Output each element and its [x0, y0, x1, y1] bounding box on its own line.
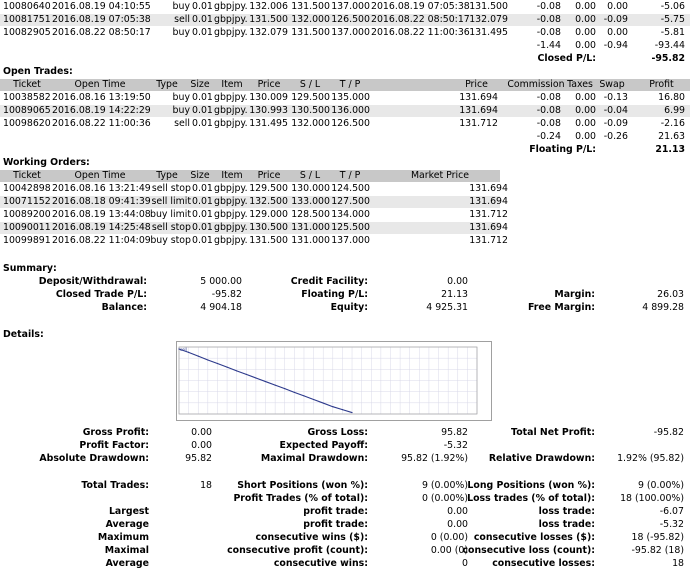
- chart-point: [351, 412, 352, 413]
- cell-pl-value: -95.82: [651, 53, 685, 64]
- max-cons-losses-label: consecutive losses ($):: [473, 532, 595, 543]
- cell-sl: 130.500: [291, 105, 330, 116]
- cell-ticket: 10038582: [3, 92, 51, 103]
- open-trades-title: Open Trades:: [3, 66, 73, 77]
- cell-open-time: 2016.08.19 14:25:48: [52, 222, 151, 233]
- cell-taxes: 0.00: [575, 14, 596, 25]
- cell-size: 0.01: [192, 27, 213, 38]
- cell-swap: -0.26: [603, 131, 628, 142]
- cell-ticket: 10042898: [3, 183, 51, 194]
- cell-commission: -1.44: [536, 40, 561, 51]
- cell-open-time: 2016.08.18 09:41:39: [52, 196, 151, 207]
- cell-sl: 131.500: [291, 27, 330, 38]
- open-pl-row: [0, 144, 690, 156]
- chart-point: [342, 409, 343, 410]
- profit-trades-label: Profit Trades (% of total):: [233, 493, 368, 504]
- cell-swap: 0.00: [607, 27, 628, 38]
- cell-commission: -0.08: [536, 105, 561, 116]
- balance-value: 4 904.18: [200, 302, 242, 313]
- cell-sl: 131.500: [291, 1, 330, 12]
- table-row: [0, 27, 690, 39]
- avg-cons-losses-value: 18: [672, 558, 684, 569]
- cell-open-time: 2016.08.19 04:10:55: [52, 1, 151, 12]
- maximal-cons-profit-value: 0.00 (0): [430, 545, 468, 556]
- max-drawdown-label: Maximal Drawdown:: [260, 453, 368, 464]
- cell-profit: -2.16: [660, 118, 685, 129]
- cell-commission: -0.08: [536, 14, 561, 25]
- details-row-7: [0, 519, 690, 531]
- cell-sl: 130.000: [291, 183, 330, 194]
- chart-point: [217, 363, 218, 364]
- cell-market-price: 131.712: [469, 235, 508, 246]
- cell-sl: 132.000: [291, 118, 330, 129]
- cell-tp: T / P: [339, 79, 361, 90]
- cell-profit: -5.75: [660, 14, 685, 25]
- cell-type: buy stop: [150, 235, 191, 246]
- cell-ticket: 10090011: [3, 222, 51, 233]
- balance-chart: [176, 341, 492, 421]
- maximal-cons-loss-value: -95.82 (18): [631, 545, 684, 556]
- cell-item: gbpjpy.: [214, 118, 248, 129]
- short-positions-value: 9 (0.00%): [421, 480, 468, 491]
- cell-cur-price: 131.694: [459, 92, 498, 103]
- summary-row-2: [0, 289, 690, 301]
- chart-point: [188, 352, 189, 353]
- cell-market-price: 131.694: [469, 183, 508, 194]
- average-profit-value: 0.00: [447, 519, 468, 530]
- working-orders-header-row: [0, 170, 500, 182]
- cell-tp: 125.500: [331, 222, 370, 233]
- cell-item: gbpjpy.: [214, 92, 248, 103]
- cell-sl: 133.000: [291, 196, 330, 207]
- cell-swap: -0.09: [603, 14, 628, 25]
- cell-item: gbpjpy.: [214, 196, 248, 207]
- closed-pl-label: Closed Trade P/L:: [55, 289, 147, 300]
- max-cons-wins-value: 0 (0.00): [430, 532, 468, 543]
- cell-pl-value: 21.13: [655, 144, 685, 155]
- cell-market-price: 131.694: [469, 196, 508, 207]
- cell-ticket: 10098620: [3, 118, 51, 129]
- cell-type: buy limit: [150, 209, 192, 220]
- chart-line-label: sell: [180, 347, 187, 352]
- chart-point: [198, 356, 199, 357]
- cell-item: gbpjpy.: [214, 14, 248, 25]
- details-row-2: [0, 440, 690, 452]
- gross-loss-label: Gross Loss:: [307, 427, 368, 438]
- cell-price: Price: [257, 79, 281, 90]
- net-profit-value: -95.82: [653, 427, 684, 438]
- cell-type: Type: [156, 79, 178, 90]
- open-totals-row: [0, 131, 690, 143]
- cell-close-time: 2016.08.22 11:00:36: [371, 27, 470, 38]
- table-row: [0, 222, 508, 234]
- cell-commission: -0.08: [536, 1, 561, 12]
- cell-cur-price: 131.712: [459, 118, 498, 129]
- details-title: Details:: [3, 329, 44, 340]
- maximal-cons-profit-label: consecutive profit (count):: [227, 545, 368, 556]
- cell-pl-label: Closed P/L:: [537, 53, 596, 64]
- loss-trades-value: 18 (100.00%): [620, 493, 684, 504]
- cell-commission: -0.08: [536, 27, 561, 38]
- equity-label: Equity:: [330, 302, 368, 313]
- average-profit-label: profit trade:: [303, 519, 368, 530]
- cell-type: sell stop: [151, 183, 191, 194]
- cell-price: 131.495: [249, 118, 288, 129]
- maximal-cons-loss-label: consecutive loss (count):: [462, 545, 595, 556]
- cell-size: Size: [190, 170, 210, 181]
- chart-point: [236, 370, 237, 371]
- cell-market-price: 131.712: [469, 209, 508, 220]
- cell-tp: 137.000: [331, 1, 370, 12]
- chart-point: [284, 388, 285, 389]
- margin-value: 26.03: [657, 289, 684, 300]
- equity-value: 4 925.31: [426, 302, 468, 313]
- cell-swap: 0.00: [607, 1, 628, 12]
- cell-close-price: 131.500: [469, 1, 508, 12]
- cell-profit: 6.99: [664, 105, 685, 116]
- cell-tp: 134.000: [331, 209, 370, 220]
- cell-type: sell: [174, 118, 190, 129]
- total-trades-label: Total Trades:: [81, 480, 149, 491]
- table-row: [0, 183, 508, 195]
- cell-sl: S / L: [299, 170, 321, 181]
- maximal-label: Maximal: [104, 545, 149, 556]
- cell-type: sell stop: [151, 222, 191, 233]
- profit-factor-value: 0.00: [191, 440, 212, 451]
- cell-size: 0.01: [192, 209, 213, 220]
- deposit-value: 5 000.00: [200, 276, 242, 287]
- cell-close-price: 132.079: [469, 14, 508, 25]
- cell-size: 0.01: [192, 196, 213, 207]
- cell-swap: -0.09: [603, 118, 628, 129]
- avg-cons-wins-value: 0: [462, 558, 468, 569]
- cell-open-time: 2016.08.16 13:19:50: [52, 92, 151, 103]
- chart-point: [226, 367, 227, 368]
- cell-profit: 16.80: [658, 92, 685, 103]
- chart-point: [265, 381, 266, 382]
- cell-taxes: 0.00: [575, 92, 596, 103]
- credit-label: Credit Facility:: [290, 276, 368, 287]
- expected-payoff-label: Expected Payoff:: [279, 440, 368, 451]
- cell-open-time: 2016.08.22 08:50:17: [52, 27, 151, 38]
- cell-ticket: 10099891: [3, 235, 51, 246]
- details-row-6: [0, 506, 690, 518]
- balance-chart-svg: [177, 342, 491, 420]
- closed-pl-row: [0, 53, 690, 65]
- cell-item: gbpjpy.: [214, 222, 248, 233]
- abs-drawdown-label: Absolute Drawdown:: [39, 453, 149, 464]
- table-row: [0, 209, 508, 221]
- cell-tp: 137.000: [331, 27, 370, 38]
- cell-taxes: 0.00: [575, 131, 596, 142]
- chart-point: [323, 402, 324, 403]
- cell-size: 0.01: [192, 235, 213, 246]
- cell-taxes: 0.00: [575, 27, 596, 38]
- profit-factor-label: Profit Factor:: [79, 440, 149, 451]
- chart-point: [332, 406, 333, 407]
- table-row: [0, 196, 508, 208]
- average-loss-value: -5.32: [659, 519, 684, 530]
- cell-ticket: Ticket: [13, 79, 41, 90]
- long-positions-label: Long Positions (won %):: [467, 480, 595, 491]
- cell-market-price: 131.694: [469, 222, 508, 233]
- cell-taxes: 0.00: [575, 118, 596, 129]
- cell-ticket: 10089200: [3, 209, 51, 220]
- cell-item: gbpjpy.: [214, 209, 248, 220]
- cell-tp: 124.500: [331, 183, 370, 194]
- largest-profit-label: profit trade:: [303, 506, 368, 517]
- cell-size: 0.01: [192, 222, 213, 233]
- rel-drawdown-label: Relative Drawdown:: [488, 453, 595, 464]
- cell-tp: 126.500: [331, 14, 370, 25]
- cell-price: Price: [257, 170, 281, 181]
- table-row: [0, 1, 690, 13]
- cell-pl-label: Floating P/L:: [529, 144, 596, 155]
- chart-point: [207, 359, 208, 360]
- cell-price: 132.079: [249, 27, 288, 38]
- free-margin-label: Free Margin:: [527, 302, 595, 313]
- cell-tp: 135.000: [331, 92, 370, 103]
- largest-label: Largest: [108, 506, 149, 517]
- balance-label: Balance:: [101, 302, 147, 313]
- working-orders-title: Working Orders:: [3, 157, 90, 168]
- cell-size: 0.01: [192, 118, 213, 129]
- cell-close-time: 2016.08.22 08:50:17: [371, 14, 470, 25]
- loss-trades-label: Loss trades (% of total):: [467, 493, 595, 504]
- chart-point: [275, 385, 276, 386]
- cell-type: sell limit: [151, 196, 191, 207]
- cell-sl: 128.500: [291, 209, 330, 220]
- maximum-label: Maximum: [97, 532, 149, 543]
- cell-price: 131.500: [249, 235, 288, 246]
- largest-loss-label: loss trade:: [538, 506, 595, 517]
- expected-payoff-value: -5.32: [443, 440, 468, 451]
- avg-cons-losses-label: consecutive losses:: [492, 558, 595, 569]
- cell-open-time: 2016.08.22 11:00:36: [52, 118, 151, 129]
- cell-type: buy: [172, 1, 190, 12]
- gross-loss-value: 95.82: [441, 427, 468, 438]
- net-profit-label: Total Net Profit:: [511, 427, 595, 438]
- cell-price: 130.500: [249, 222, 288, 233]
- table-row: [0, 14, 690, 26]
- cell-swap: Swap: [599, 79, 625, 90]
- cell-cur-price: Price: [465, 79, 488, 90]
- cell-item: gbpjpy.: [214, 1, 248, 12]
- cell-price: 129.500: [249, 183, 288, 194]
- cell-taxes: 0.00: [575, 1, 596, 12]
- cell-profit: -5.06: [660, 1, 685, 12]
- cell-size: 0.01: [192, 92, 213, 103]
- chart-point: [246, 374, 247, 375]
- long-positions-value: 9 (0.00%): [637, 480, 684, 491]
- cell-commission: Commission: [507, 79, 565, 90]
- cell-type: buy: [172, 27, 190, 38]
- closed-totals-row: [0, 40, 690, 52]
- cell-open-time: Open Time: [74, 79, 126, 90]
- cell-type: buy: [172, 105, 190, 116]
- cell-open-time: 2016.08.19 13:44:08: [52, 209, 151, 220]
- max-drawdown-value: 95.82 (1.92%): [401, 453, 468, 464]
- cell-commission: -0.24: [536, 131, 561, 142]
- cell-profit: Profit: [649, 79, 674, 90]
- details-row-1: [0, 427, 690, 439]
- details-row-4: [0, 480, 690, 492]
- summary-title: Summary:: [3, 263, 57, 274]
- cell-item: gbpjpy.: [214, 27, 248, 38]
- cell-tp: T / P: [339, 170, 361, 181]
- details-row-8: [0, 532, 690, 544]
- average-label: Average: [105, 519, 149, 530]
- cell-taxes: 0.00: [575, 105, 596, 116]
- rel-drawdown-value: 1.92% (95.82): [617, 453, 684, 464]
- cell-profit: -5.81: [660, 27, 685, 38]
- avg-label: Average: [105, 558, 149, 569]
- cell-price: 131.500: [249, 14, 288, 25]
- cell-price: 129.000: [249, 209, 288, 220]
- cell-ticket: 10071152: [3, 196, 51, 207]
- cell-tp: 127.500: [331, 196, 370, 207]
- cell-type: buy: [172, 92, 190, 103]
- table-row: [0, 235, 508, 247]
- max-cons-losses-value: 18 (-95.82): [631, 532, 684, 543]
- cell-sl: 129.500: [291, 92, 330, 103]
- closed-pl-value: -95.82: [211, 289, 242, 300]
- cell-item: Item: [221, 79, 243, 90]
- cell-price: 130.009: [249, 92, 288, 103]
- table-row: [0, 92, 690, 104]
- avg-cons-wins-label: consecutive wins:: [273, 558, 368, 569]
- cell-profit: 21.63: [658, 131, 685, 142]
- cell-ticket: 10081751: [3, 14, 51, 25]
- floating-label: Floating P/L:: [301, 289, 368, 300]
- cell-size: 0.01: [192, 14, 213, 25]
- cell-size: Size: [190, 79, 210, 90]
- cell-item: gbpjpy.: [214, 105, 248, 116]
- cell-taxes: Taxes: [567, 79, 593, 90]
- details-row-3: [0, 453, 690, 465]
- abs-drawdown-value: 95.82: [185, 453, 212, 464]
- cell-type: sell: [174, 14, 190, 25]
- summary-row-1: [0, 276, 690, 288]
- cell-price: 132.500: [249, 196, 288, 207]
- cell-close-price: 131.495: [469, 27, 508, 38]
- cell-tp: 126.500: [331, 118, 370, 129]
- free-margin-value: 4 899.28: [642, 302, 684, 313]
- cell-close-time: 2016.08.19 07:05:38: [371, 1, 470, 12]
- total-trades-value: 18: [200, 480, 212, 491]
- cell-sl: 131.000: [291, 222, 330, 233]
- cell-type: Type: [156, 170, 178, 181]
- average-loss-label: loss trade:: [538, 519, 595, 530]
- largest-loss-value: -6.07: [659, 506, 684, 517]
- cell-price: 130.993: [249, 105, 288, 116]
- short-positions-label: Short Positions (won %):: [237, 480, 368, 491]
- cell-tp: 137.000: [331, 235, 370, 246]
- details-row-9: [0, 545, 690, 557]
- deposit-label: Deposit/Withdrawal:: [38, 276, 147, 287]
- cell-item: Item: [221, 170, 243, 181]
- cell-swap: -0.04: [603, 105, 628, 116]
- table-row: [0, 105, 690, 117]
- cell-sl: 131.000: [291, 235, 330, 246]
- chart-point: [313, 399, 314, 400]
- margin-label: Margin:: [554, 289, 595, 300]
- credit-value: 0.00: [447, 276, 468, 287]
- cell-ticket: 10089065: [3, 105, 51, 116]
- cell-open-time: 2016.08.19 07:05:38: [52, 14, 151, 25]
- chart-point: [255, 377, 256, 378]
- open-trades-header-row: [0, 79, 690, 91]
- gross-profit-value: 0.00: [191, 427, 212, 438]
- cell-swap: -0.13: [603, 92, 628, 103]
- details-row-5: [0, 493, 690, 505]
- cell-open-time: Open Time: [74, 170, 126, 181]
- cell-open-time: 2016.08.22 11:04:09: [52, 235, 151, 246]
- table-row: [0, 118, 690, 130]
- cell-price: 132.006: [249, 1, 288, 12]
- gross-profit-label: Gross Profit:: [82, 427, 149, 438]
- cell-size: 0.01: [192, 105, 213, 116]
- cell-commission: -0.08: [536, 92, 561, 103]
- cell-profit: -93.44: [654, 40, 685, 51]
- floating-value: 21.13: [441, 289, 468, 300]
- cell-ticket: 10080640: [3, 1, 51, 12]
- cell-taxes: 0.00: [575, 40, 596, 51]
- cell-sl: S / L: [299, 79, 321, 90]
- cell-open-time: 2016.08.19 14:22:29: [52, 105, 151, 116]
- cell-tp: 136.000: [331, 105, 370, 116]
- details-row-10: [0, 558, 690, 570]
- largest-profit-value: 0.00: [447, 506, 468, 517]
- summary-row-3: [0, 302, 690, 314]
- cell-item: gbpjpy.: [214, 235, 248, 246]
- profit-trades-value: 0 (0.00%): [421, 493, 468, 504]
- cell-swap: -0.94: [603, 40, 628, 51]
- cell-commission: -0.08: [536, 118, 561, 129]
- cell-size: 0.01: [192, 183, 213, 194]
- cell-cur-price: 131.694: [459, 105, 498, 116]
- cell-open-time: 2016.08.16 13:21:49: [52, 183, 151, 194]
- chart-point: [303, 395, 304, 396]
- cell-item: gbpjpy.: [214, 183, 248, 194]
- cell-ticket: Ticket: [13, 170, 41, 181]
- cell-market-price: Market Price: [410, 170, 470, 181]
- chart-point: [294, 392, 295, 393]
- cell-sl: 132.000: [291, 14, 330, 25]
- cell-size: 0.01: [192, 1, 213, 12]
- cell-ticket: 10082905: [3, 27, 51, 38]
- max-cons-wins-label: consecutive wins ($):: [255, 532, 368, 543]
